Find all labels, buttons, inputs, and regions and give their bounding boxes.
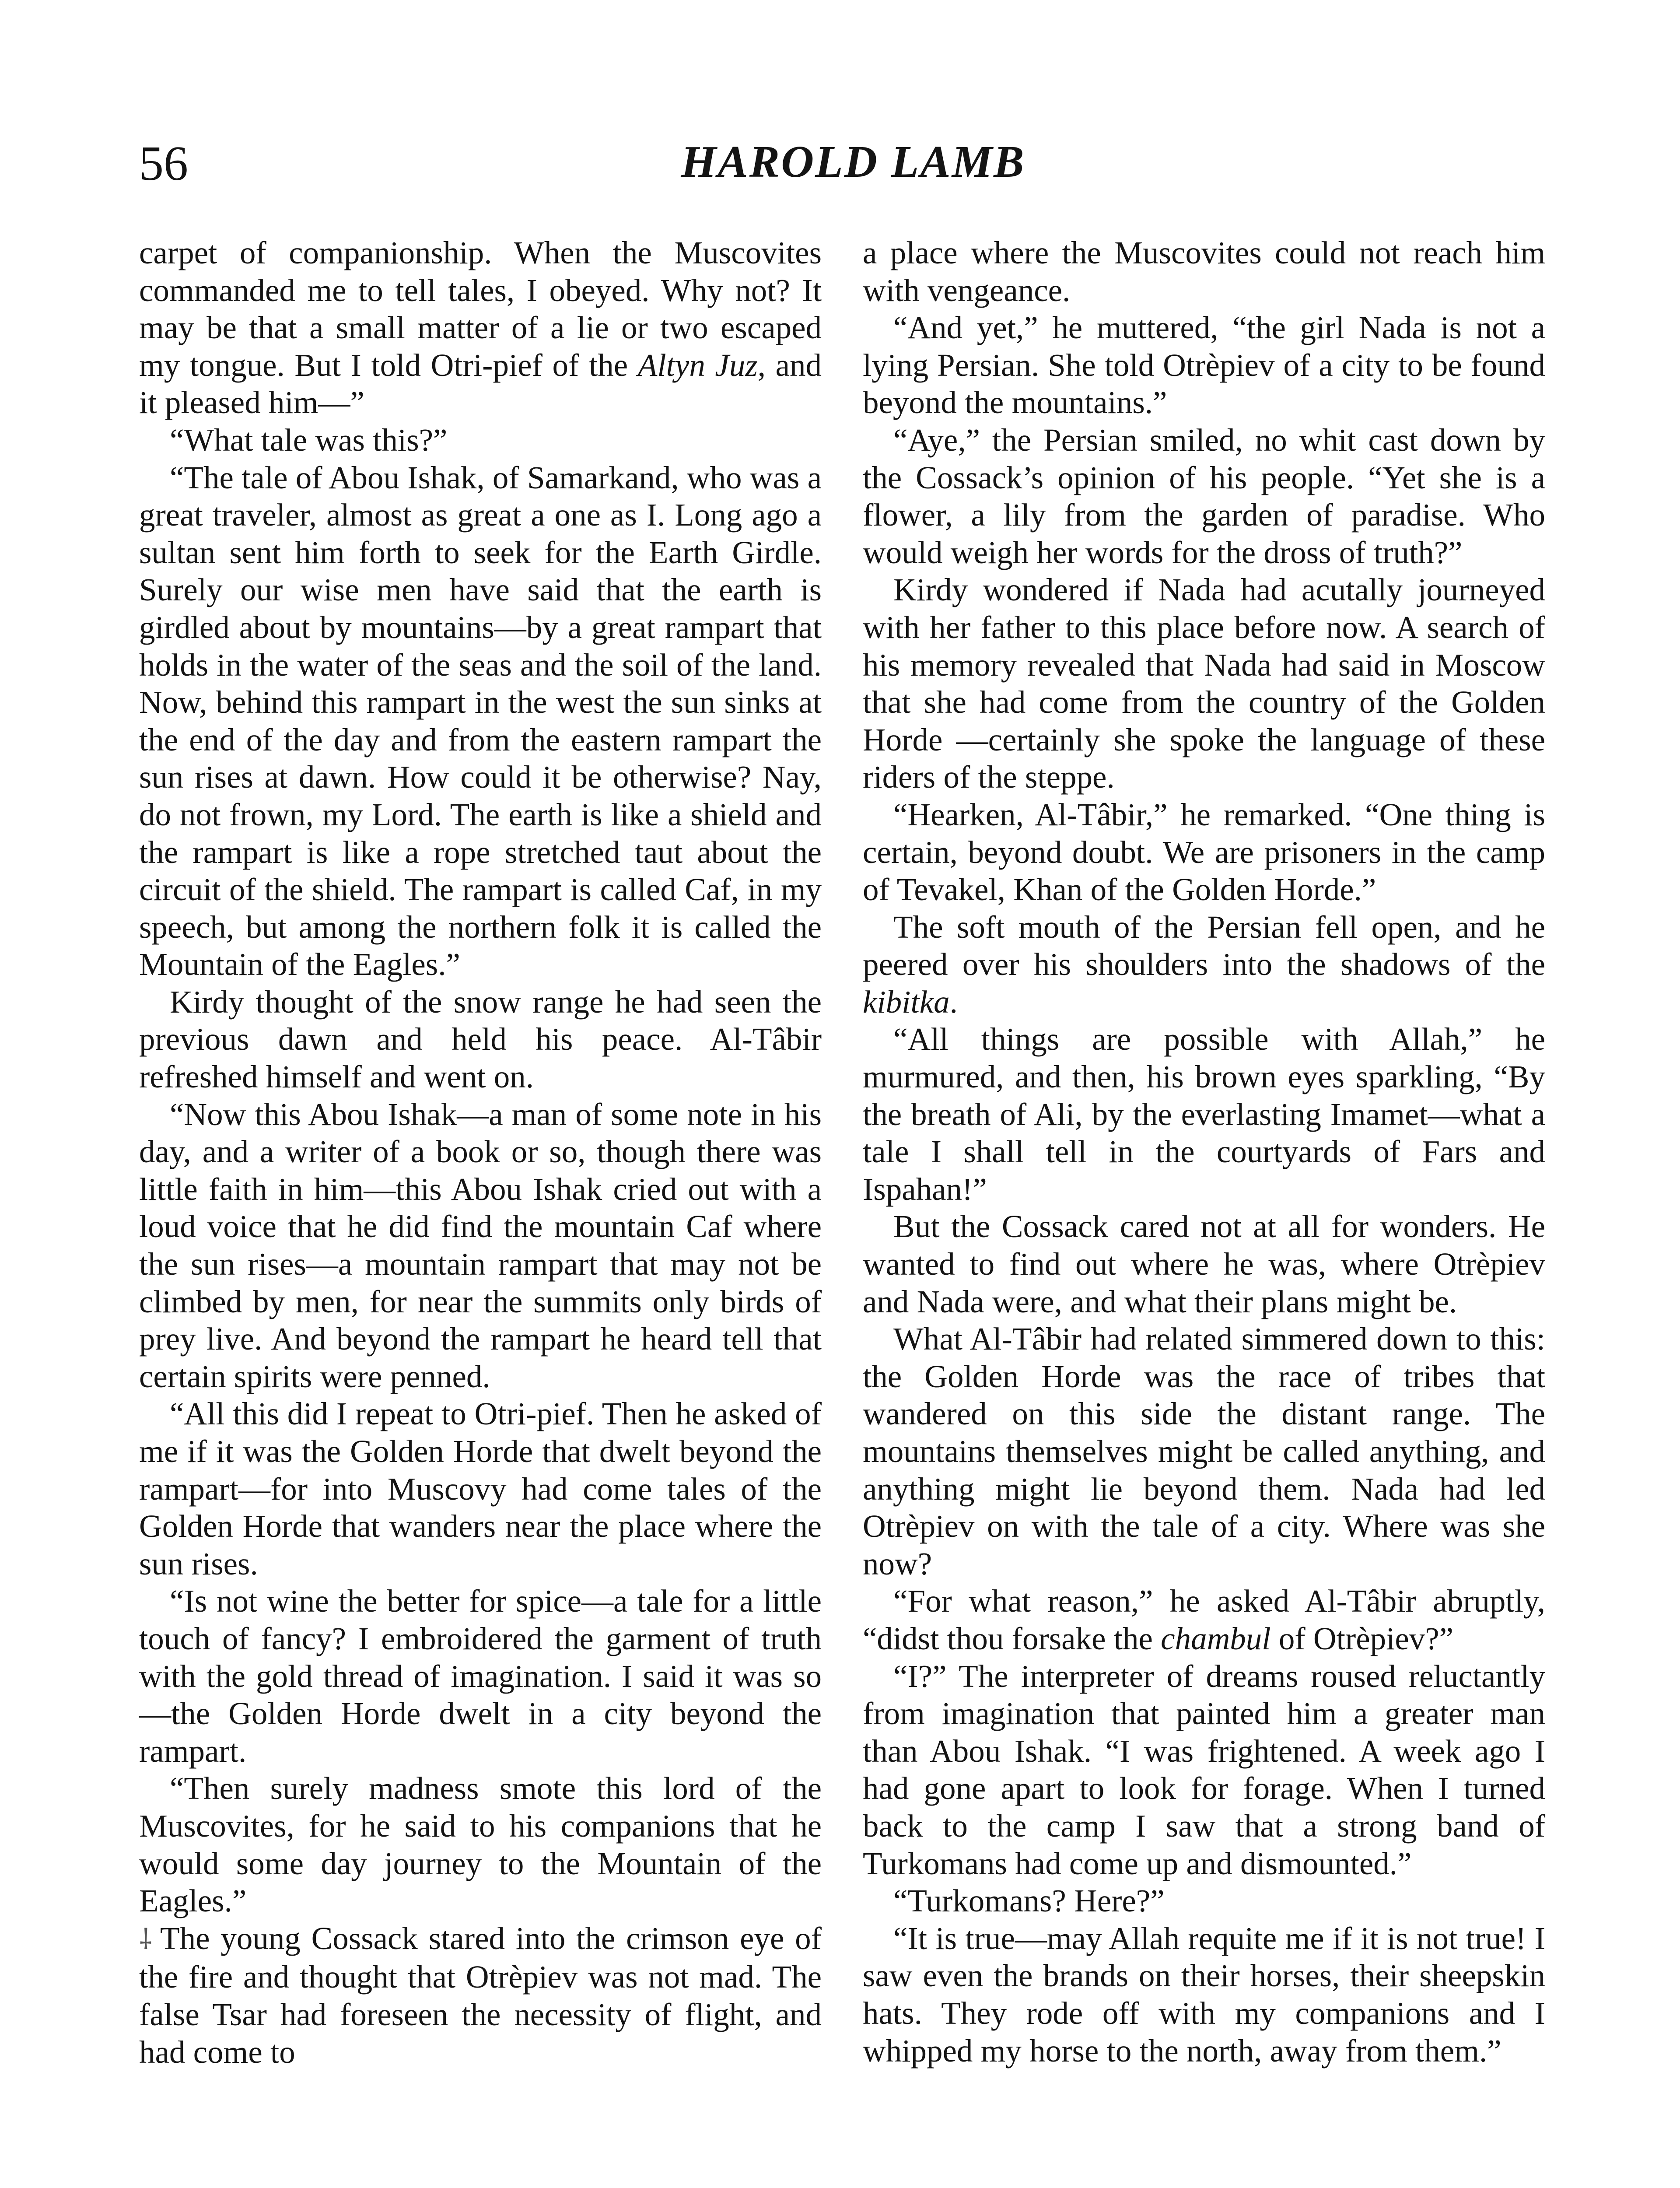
paragraph: “I?” The interpreter of dreams roused reluctantly from imagination that painted him a greater man than Abou Ishak. “I was frightened. A week ago I had gone apart to look for forage. When I turned back to the camp I saw that a strong band of Turkomans had come up and dismounted.” bbox=[863, 1658, 1545, 1881]
paragraph: What Al-Tâbir had related simmered down to this: the Golden Horde was the race of tribes that wandered on this side the distant range. The mountains themselves might be called anything, and anything might lie beyond them. Nada had led Otrèpiev on with the tale of a city. Where was she now? bbox=[863, 1321, 1545, 1581]
paragraph: a place where the Muscovites could not reach him with vengeance. bbox=[863, 235, 1545, 308]
paragraph: “Then surely madness smote this lord of the Muscovites, for he said to his companions that he would some day journey to the Mountain of the Eagles.” bbox=[139, 1771, 822, 1919]
page-number: 56 bbox=[139, 137, 188, 191]
paragraph: “Now this Abou Ishak—a man of some note in his day, and a writer of a book or so, though there was little faith in him—this Abou Ishak cried out with a loud voice that he did find the mountain Caf where the sun rises—a mountain rampart that may not be climbed by men, for near the summits only birds of prey live. And beyond the rampart he heard tell that certain spirits were penned. bbox=[139, 1096, 822, 1394]
paragraph: “Is not wine the better for spice—a tale for a little touch of fancy? I embroidered the garment of truth with the gold thread of imagination. I said it was so—the Golden Horde dwelt in a city beyond the rampart. bbox=[139, 1583, 822, 1769]
paragraph: “All things are possible with Allah,” he murmured, and then, his brown eyes sparkling, “By the breath of Ali, by the everlasting Imamet—what a tale I shall tell in the courtyards of Fars and Ispahan!” bbox=[863, 1021, 1545, 1207]
paragraph: “And yet,” he muttered, “the girl Nada is not a lying Persian. She told Otrèpiev of a city to be found beyond the mountains.” bbox=[863, 310, 1545, 421]
paragraph: “Turkomans? Here?” bbox=[893, 1883, 1165, 1919]
paragraph: “It is true—may Allah requite me if it is not true! I saw even the brands on their horses, their sheepskin hats. They rode off with my companions and I whipped my horse to the north, away from them.” bbox=[863, 1920, 1545, 2069]
right-column bbox=[863, 234, 1545, 2069]
paragraph: “What tale was this?” bbox=[170, 422, 448, 458]
paragraph: “For what reason,” he asked Al-Tâbir abruptly, “didst thou forsake the chambul of Otrèpiev?” bbox=[863, 1583, 1545, 1656]
paragraph: But the Cossack cared not at all for wonders. He wanted to find out where he was, where Otrèpiev and Nada were, and what their plans might be. bbox=[863, 1209, 1545, 1319]
paragraph: carpet of companionship. When the Muscovites commanded me to tell tales, I obeyed. Why not? It may be that a small matter of a lie or two escaped my tongue. But I told Otri-pief of the Altyn Juz, and it pleased him—” bbox=[139, 235, 822, 421]
paragraph: Kirdy wondered if Nada had acutally journeyed with her father to this place before now. A search of his memory revealed that Nada had said in Moscow that she had come from the country of the Golden Horde —certainly she spoke the language of these riders of the steppe. bbox=[863, 572, 1545, 795]
paragraph: ⸸ The young Cossack stared into the crimson eye of the fire and thought that Otrèpiev was not mad. The false Tsar had foreseen the necessity of flight, and had come to bbox=[139, 1920, 822, 2070]
paragraph: “The tale of Abou Ishak, of Samarkand, who was a great traveler, almost as great a one as I. Long ago a sultan sent him forth to seek for the Earth Girdle. Surely our wise men have said that the earth is girdled about by mountains—by a great rampart that holds in the water of the seas and the soil of the land. Now, behind this rampart in the west the sun sinks at the end of the day and from the eastern rampart the sun rises at dawn. How could it be otherwise? Nay, do not frown, my Lord. The earth is like a shield and the rampart is like a rope stretched taut about the circuit of the shield. The rampart is called Caf, in my speech, but among the northern folk it is called the Mountain of the Eagles.” bbox=[139, 459, 822, 982]
paragraph: “Aye,” the Persian smiled, no whit cast down by the Cossack’s opinion of his people. “Yet she is a flower, a lily from the garden of paradise. Who would weigh her words for the dross of truth?” bbox=[863, 422, 1545, 570]
paragraph: Kirdy thought of the snow range he had seen the previous dawn and held his peace. Al-Tâbir refreshed himself and went on. bbox=[139, 984, 822, 1095]
paragraph: “All this did I repeat to Otri-pief. Then he asked of me if it was the Golden Horde that dwelt beyond the rampart—for into Muscovy had come tales of the Golden Horde that wanders near the place where the sun rises. bbox=[139, 1396, 822, 1581]
paragraph: “Hearken, Al-Tâbir,” he remarked. “One thing is certain, beyond doubt. We are prisoners in the camp of Tevakel, Khan of the Golden Horde.” bbox=[863, 796, 1545, 908]
section-mark-icon: ⸸ bbox=[139, 1924, 153, 1955]
left-column bbox=[139, 234, 822, 2071]
running-head: HAROLD LAMB bbox=[681, 137, 1026, 187]
paragraph: The soft mouth of the Persian fell open, and he peered over his shoulders into the shadows of the kibitka. bbox=[863, 909, 1545, 1020]
